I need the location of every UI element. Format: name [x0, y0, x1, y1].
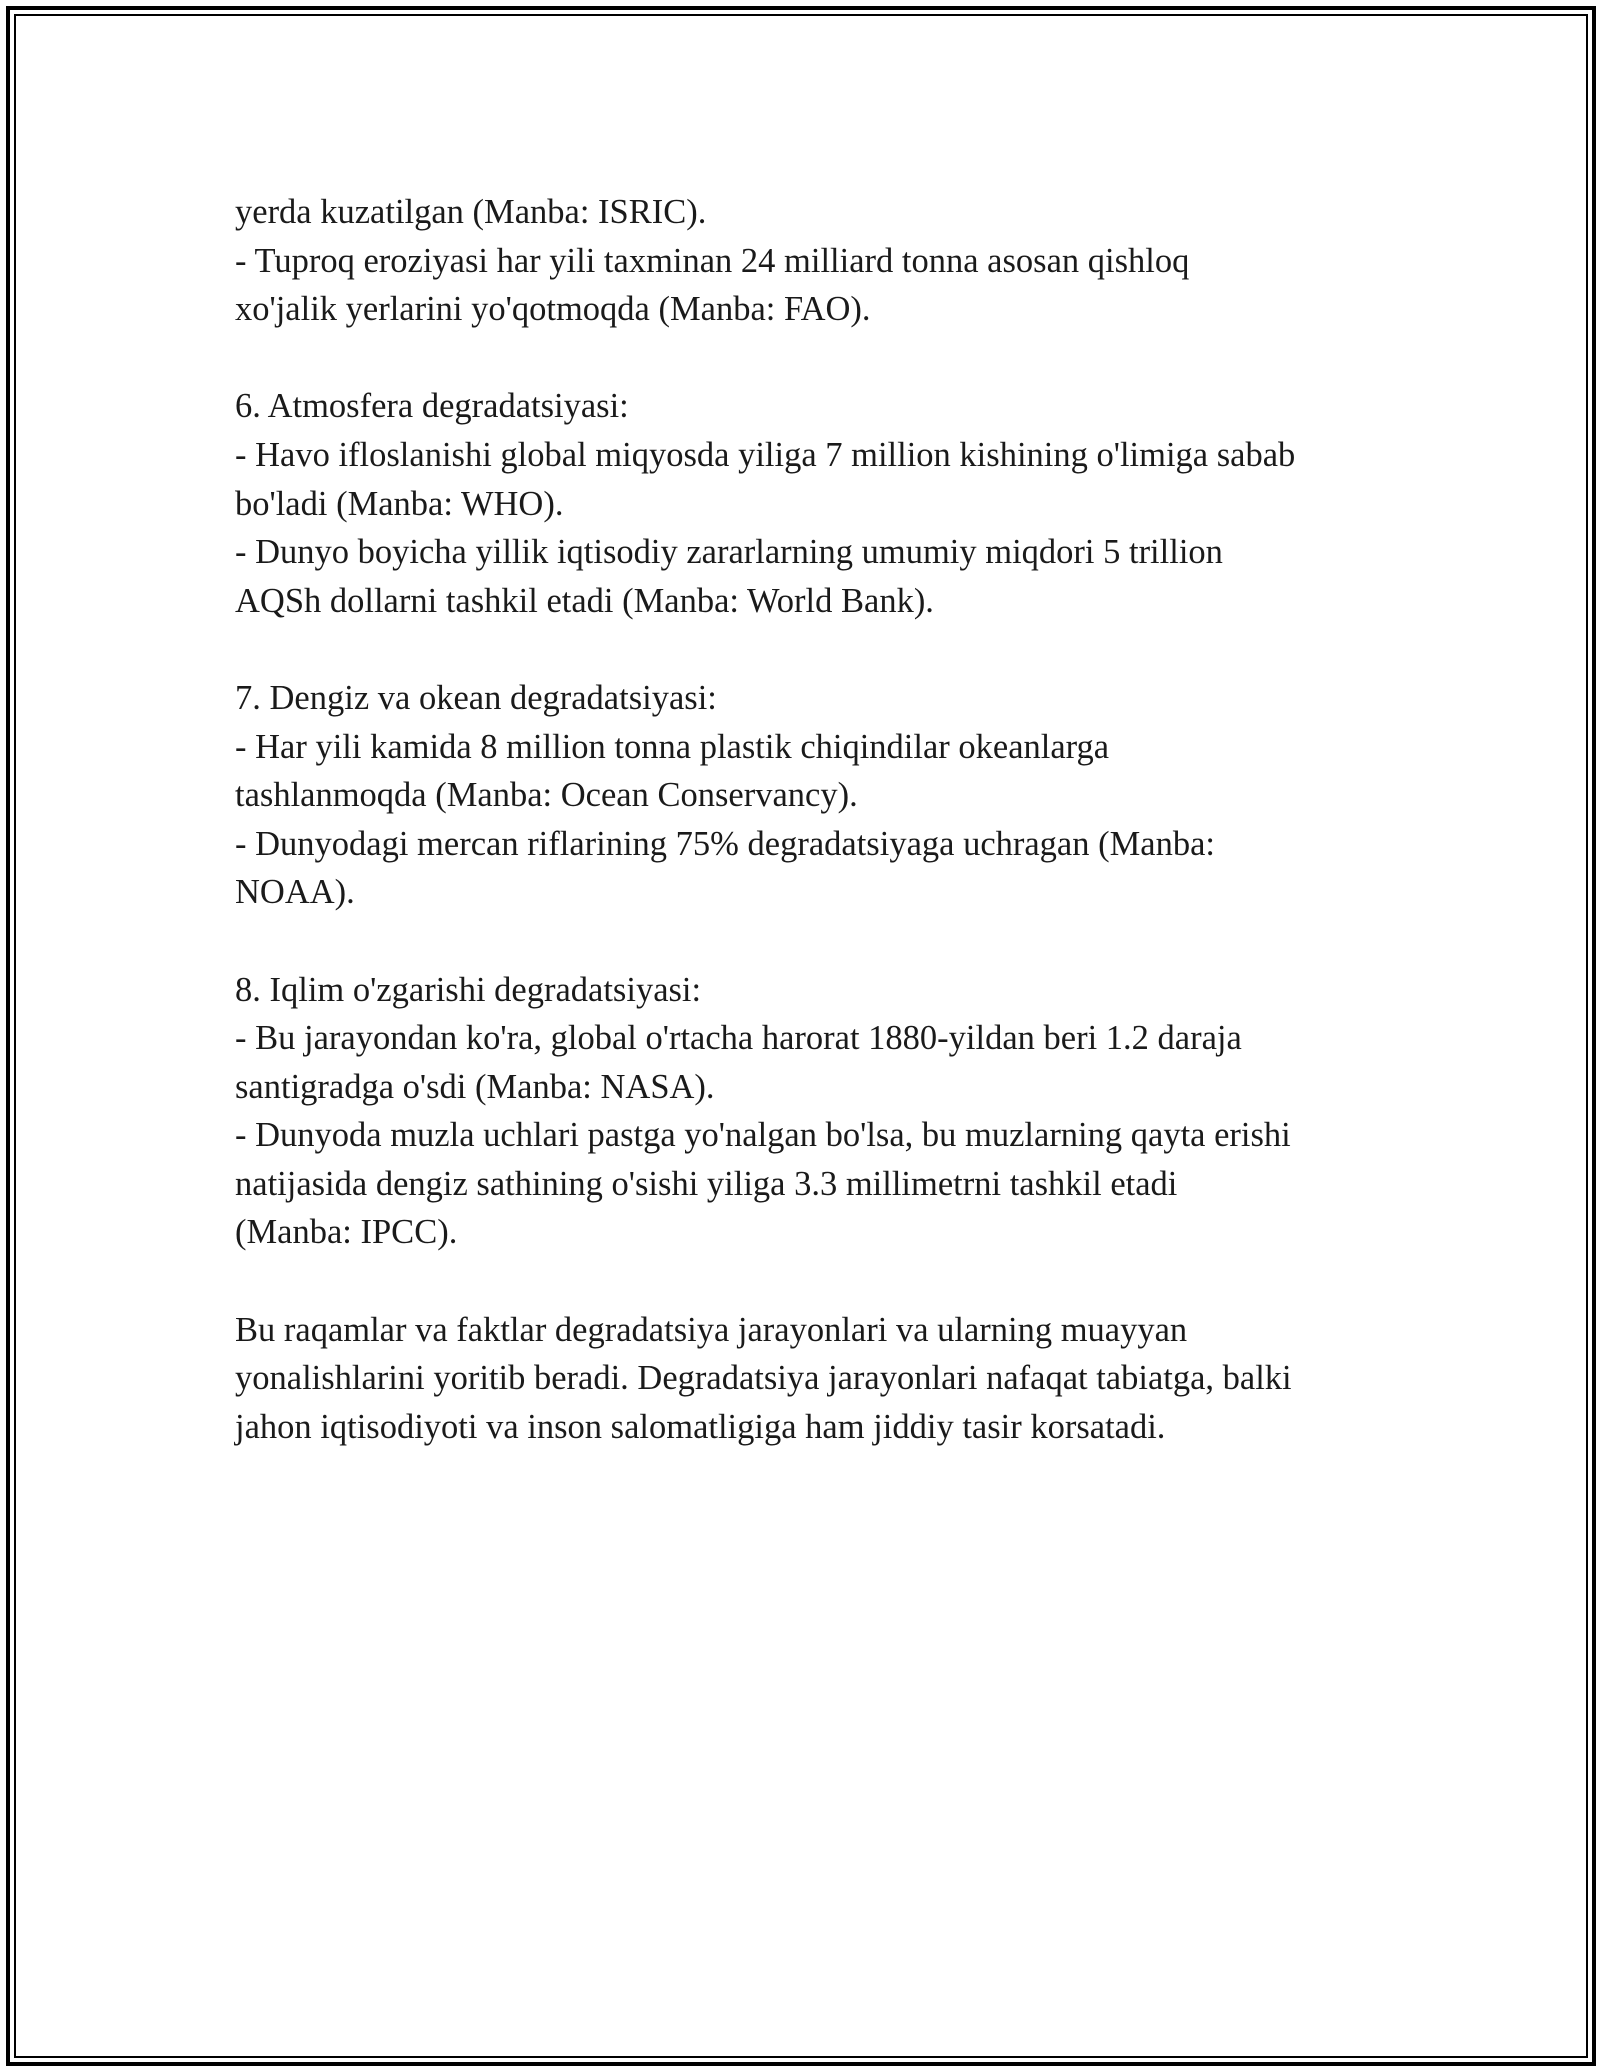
section-7-item-1-line: tashlanmoqda (Manba: Ocean Conservancy). [235, 776, 858, 815]
section-6-item-2-line: AQSh dollarni tashkil etadi (Manba: World Bank). [235, 581, 934, 620]
soil-erosion-line: xo'jalik yerlarini yo'qotmoqda (Manba: FAO). [235, 290, 871, 329]
soil-erosion-line: - Tuproq eroziyasi har yili taxminan 24 milliard tonna asosan qishloq [235, 241, 1190, 280]
section-8-item-1-line: santigradga o'sdi (Manba: NASA). [235, 1067, 715, 1106]
intro-tail-text: yerda kuzatilgan (Manba: ISRIC). [235, 193, 707, 231]
document-body [235, 188, 1375, 1451]
section-6-heading: 6. Atmosfera degradatsiyasi: [235, 387, 629, 426]
conclusion-line: yonalishlarini yoritib beradi. Degradatsiya jarayonlari nafaqat tabiatga, balki [235, 1359, 1292, 1398]
section-6-item-1-line: - Havo ifloslanishi global miqyosda yiliga 7 million kishining o'limiga sabab [235, 435, 1296, 474]
section-8-item-2-line: natijasida dengiz sathining o'sishi yiliga 3.3 millimetrni tashkil etadi [235, 1164, 1178, 1203]
section-8-heading: 8. Iqlim o'zgarishi degradatsiyasi: [235, 970, 702, 1009]
section-6-item-1-line: bo'ladi (Manba: WHO). [235, 484, 564, 523]
section-7-item-2-line: NOAA). [235, 873, 355, 912]
section-6-item-2-line: - Dunyo boyicha yillik iqtisodiy zararlarning umumiy miqdori 5 trillion [235, 533, 1223, 572]
section-8-item-1-line: - Bu jarayondan ko'ra, global o'rtacha harorat 1880-yildan beri 1.2 daraja [235, 1019, 1242, 1058]
paragraph-gap [235, 625, 1375, 674]
section-8-item-2-line: - Dunyoda muzla uchlari pastga yo'nalgan bo'lsa, bu muzlarning qayta erishi [235, 1116, 1291, 1155]
section-7-item-2-line: - Dunyodagi mercan riflarining 75% degradatsiyaga uchragan (Manba: [235, 824, 1215, 863]
section-7-item-1-line: - Har yili kamida 8 million tonna plastik chiqindilar okeanlarga [235, 727, 1110, 766]
section-7-heading: 7. Dengiz va okean degradatsiyasi: [235, 678, 717, 717]
paragraph-gap [235, 1257, 1375, 1306]
conclusion-line: Bu raqamlar va faktlar degradatsiya jarayonlari va ularning muayyan [235, 1310, 1188, 1349]
conclusion-line: jahon iqtisodiyoti va inson salomatligiga ham jiddiy tasir korsatadi. [235, 1407, 1166, 1446]
paragraph-gap [235, 917, 1375, 966]
paragraph-gap [235, 334, 1375, 383]
section-8-item-2-line: (Manba: IPCC). [235, 1213, 458, 1252]
